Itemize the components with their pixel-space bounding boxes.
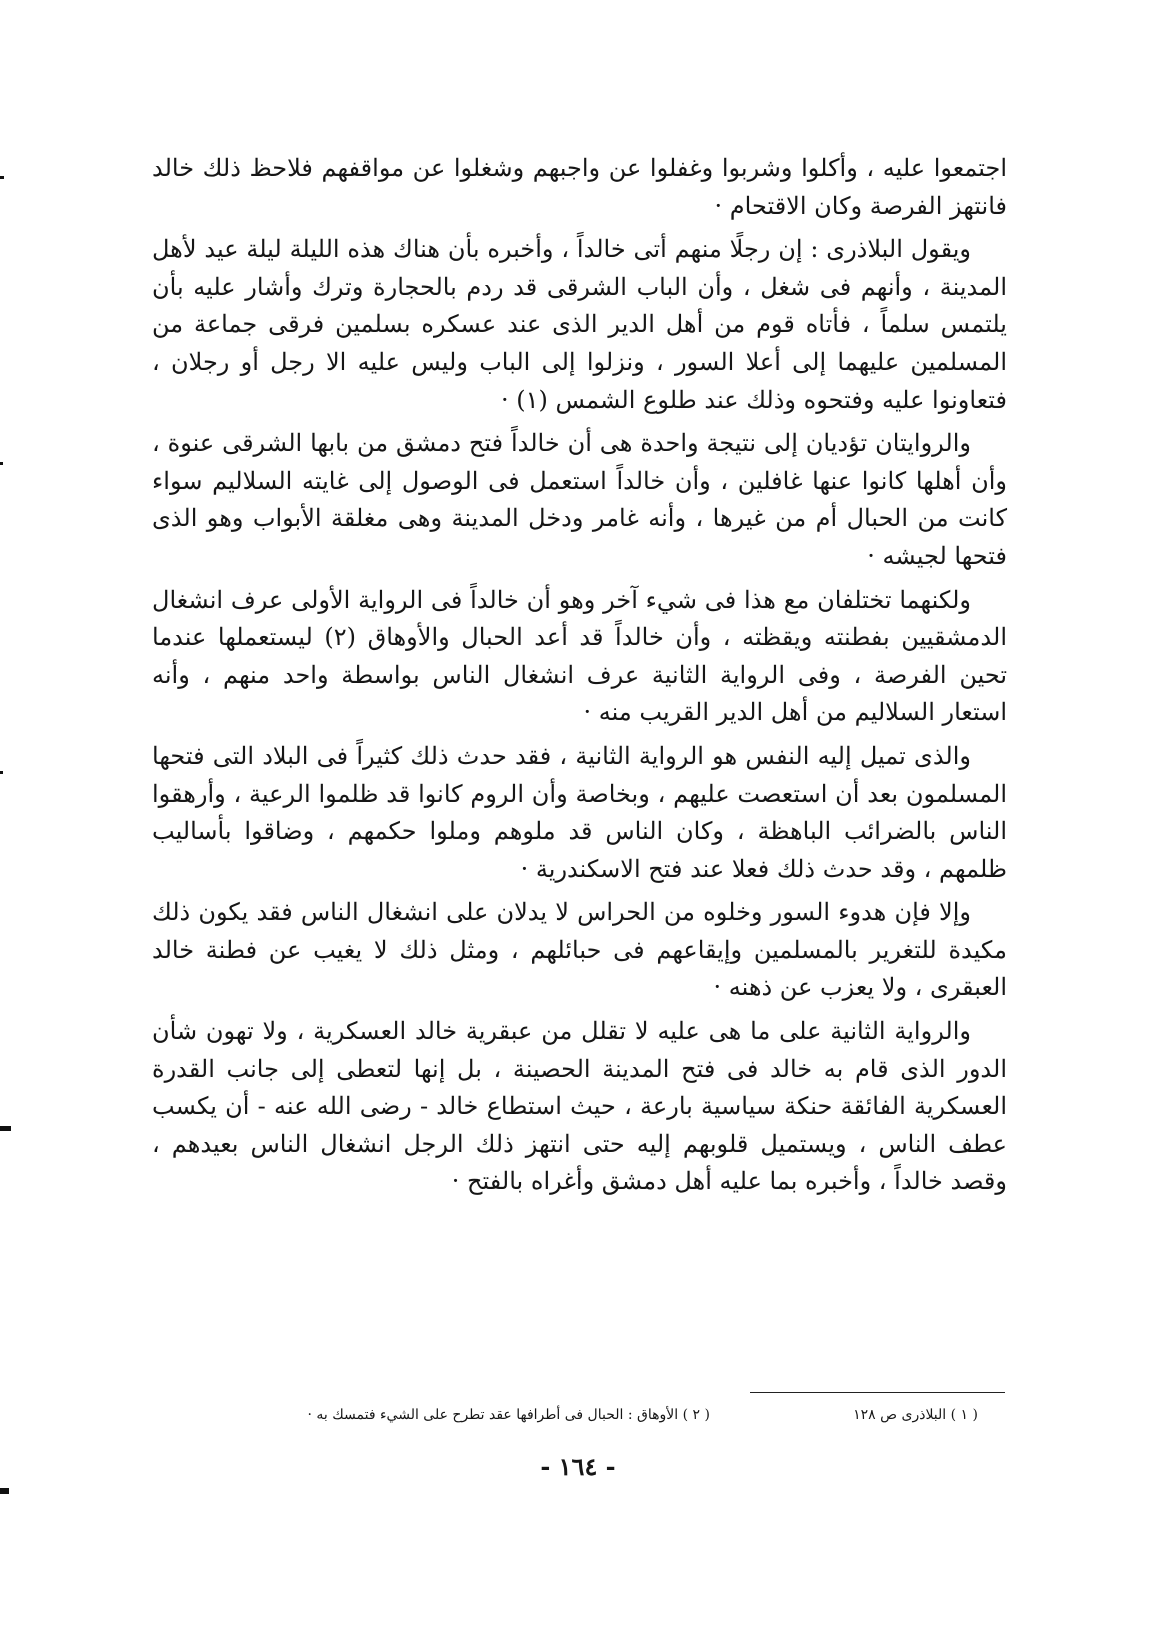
main-text [152,150,1007,1207]
paragraph-1: اجتمعوا عليه ، وأكلوا وشربوا وغفلوا عن واجبهم وشغلوا عن مواقفهم فلاحظ ذلك خالد فانتهز الفرصة وكان الاقتحام · [152,154,1008,220]
paragraph-4: ولكنهما تختلفان مع هذا فى شيء آخر وهو أن خالداً فى الرواية الأولى عرف انشغال الدمشقيين بفطنته ويقظته ، وأن خالداً قد أعد الحبال والأوهاق (٢) ليستعملها عندما تحين الفرصة ، وفى الرواية الثانية عرف انشغال الناس بواسطة واحد منهم ، وأنه استعار السلاليم من أهل الدير القريب منه · [152,585,1007,727]
scan-edge-mark [0,771,3,774]
scan-edge-mark [0,176,4,179]
paragraph-2: ويقول البلاذرى : إن رجلًا منهم أتى خالداً ، وأخبره بأن هناك هذه الليلة ليلة عيد لأهل المدينة ، وأنهم فى شغل ، وأن الباب الشرقى قد ردم بالحجارة وترك وأشار عليه بأن يلتمس سلماً ، فأتاه قوم من أهل الدير الذى عند عسكره بسلمين فرقى جماعة من المسلمين عليهما إلى أعلا السور ، ونزلوا إلى الباب وليس عليه الا رجل أو رجلان ، فتعاونوا عليه وفتحوه وذلك عند طلوع الشمس (١) · [152,235,1007,414]
scan-edge-mark [0,1488,9,1494]
paragraph-6: وإلا فإن هدوء السور وخلوه من الحراس لا يدلان على انشغال الناس فقد يكون ذلك مكيدة للتغرير بالمسلمين وإيقاعهم فى حبائلهم ، ومثل ذلك لا يغيب عن فطنة خالد العبقرى ، ولا يعزب عن ذهنه · [152,898,1007,1002]
page-number: - ١٦٤ - [540,1452,616,1481]
scan-edge-mark [0,462,3,465]
paragraph-5: والذى تميل إليه النفس هو الرواية الثانية ، فقد حدث ذلك كثيراً فى البلاد التى فتحها المسلمون بعد أن استعصت عليهم ، وبخاصة وأن الروم كانوا قد ظلموا الرعية ، وأرهقوا الناس بالضرائب الباهظة ، وكان الناس قد ملوهم وملوا حكمهم ، وضاقوا بأساليب ظلمهم ، وقد حدث ذلك فعلا عند فتح الاسكندرية · [152,741,1007,883]
scan-edge-mark [0,1126,11,1131]
paragraph-7: والرواية الثانية على ما هى عليه لا تقلل من عبقرية خالد العسكرية ، ولا تهون شأن الدور الذى قام به خالد فى فتح المدينة الحصينة ، بل إنها لتعطى إلى جانب القدرة العسكرية الفائقة حنكة سياسية بارعة ، حيث استطاع خالد - رضى الله عنه - أن يكسب عطف الناس ، ويستميل قلوبهم إليه حتى انتهز ذلك الرجل انشغال الناس بعيدهم ، وقصد خالداً ، وأخبره بما عليه أهل دمشق وأغراه بالفتح · [152,1017,1007,1196]
footnote-2: ( ٢ ) الأوهاق : الحبال فى أطرافها عقد تطرح على الشيء فتمسك به · [307,1407,710,1423]
footnote-divider [750,1392,1005,1393]
footnotes [290,1402,1010,1428]
footnote-1: ( ١ ) البلاذرى ص ١٢٨ [853,1407,978,1423]
paragraph-3: والروايتان تؤديان إلى نتيجة واحدة هى أن خالداً فتح دمشق من بابها الشرقى عنوة ، وأن أهلها كانوا عنها غافلين ، وأن خالداً استعمل فى الوصول إلى غايته السلاليم سواء كانت من الحبال أم من غيرها ، وأنه غامر ودخل المدينة وهى مغلقة الأبواب وهو الذى فتحها لجيشه · [152,429,1007,570]
